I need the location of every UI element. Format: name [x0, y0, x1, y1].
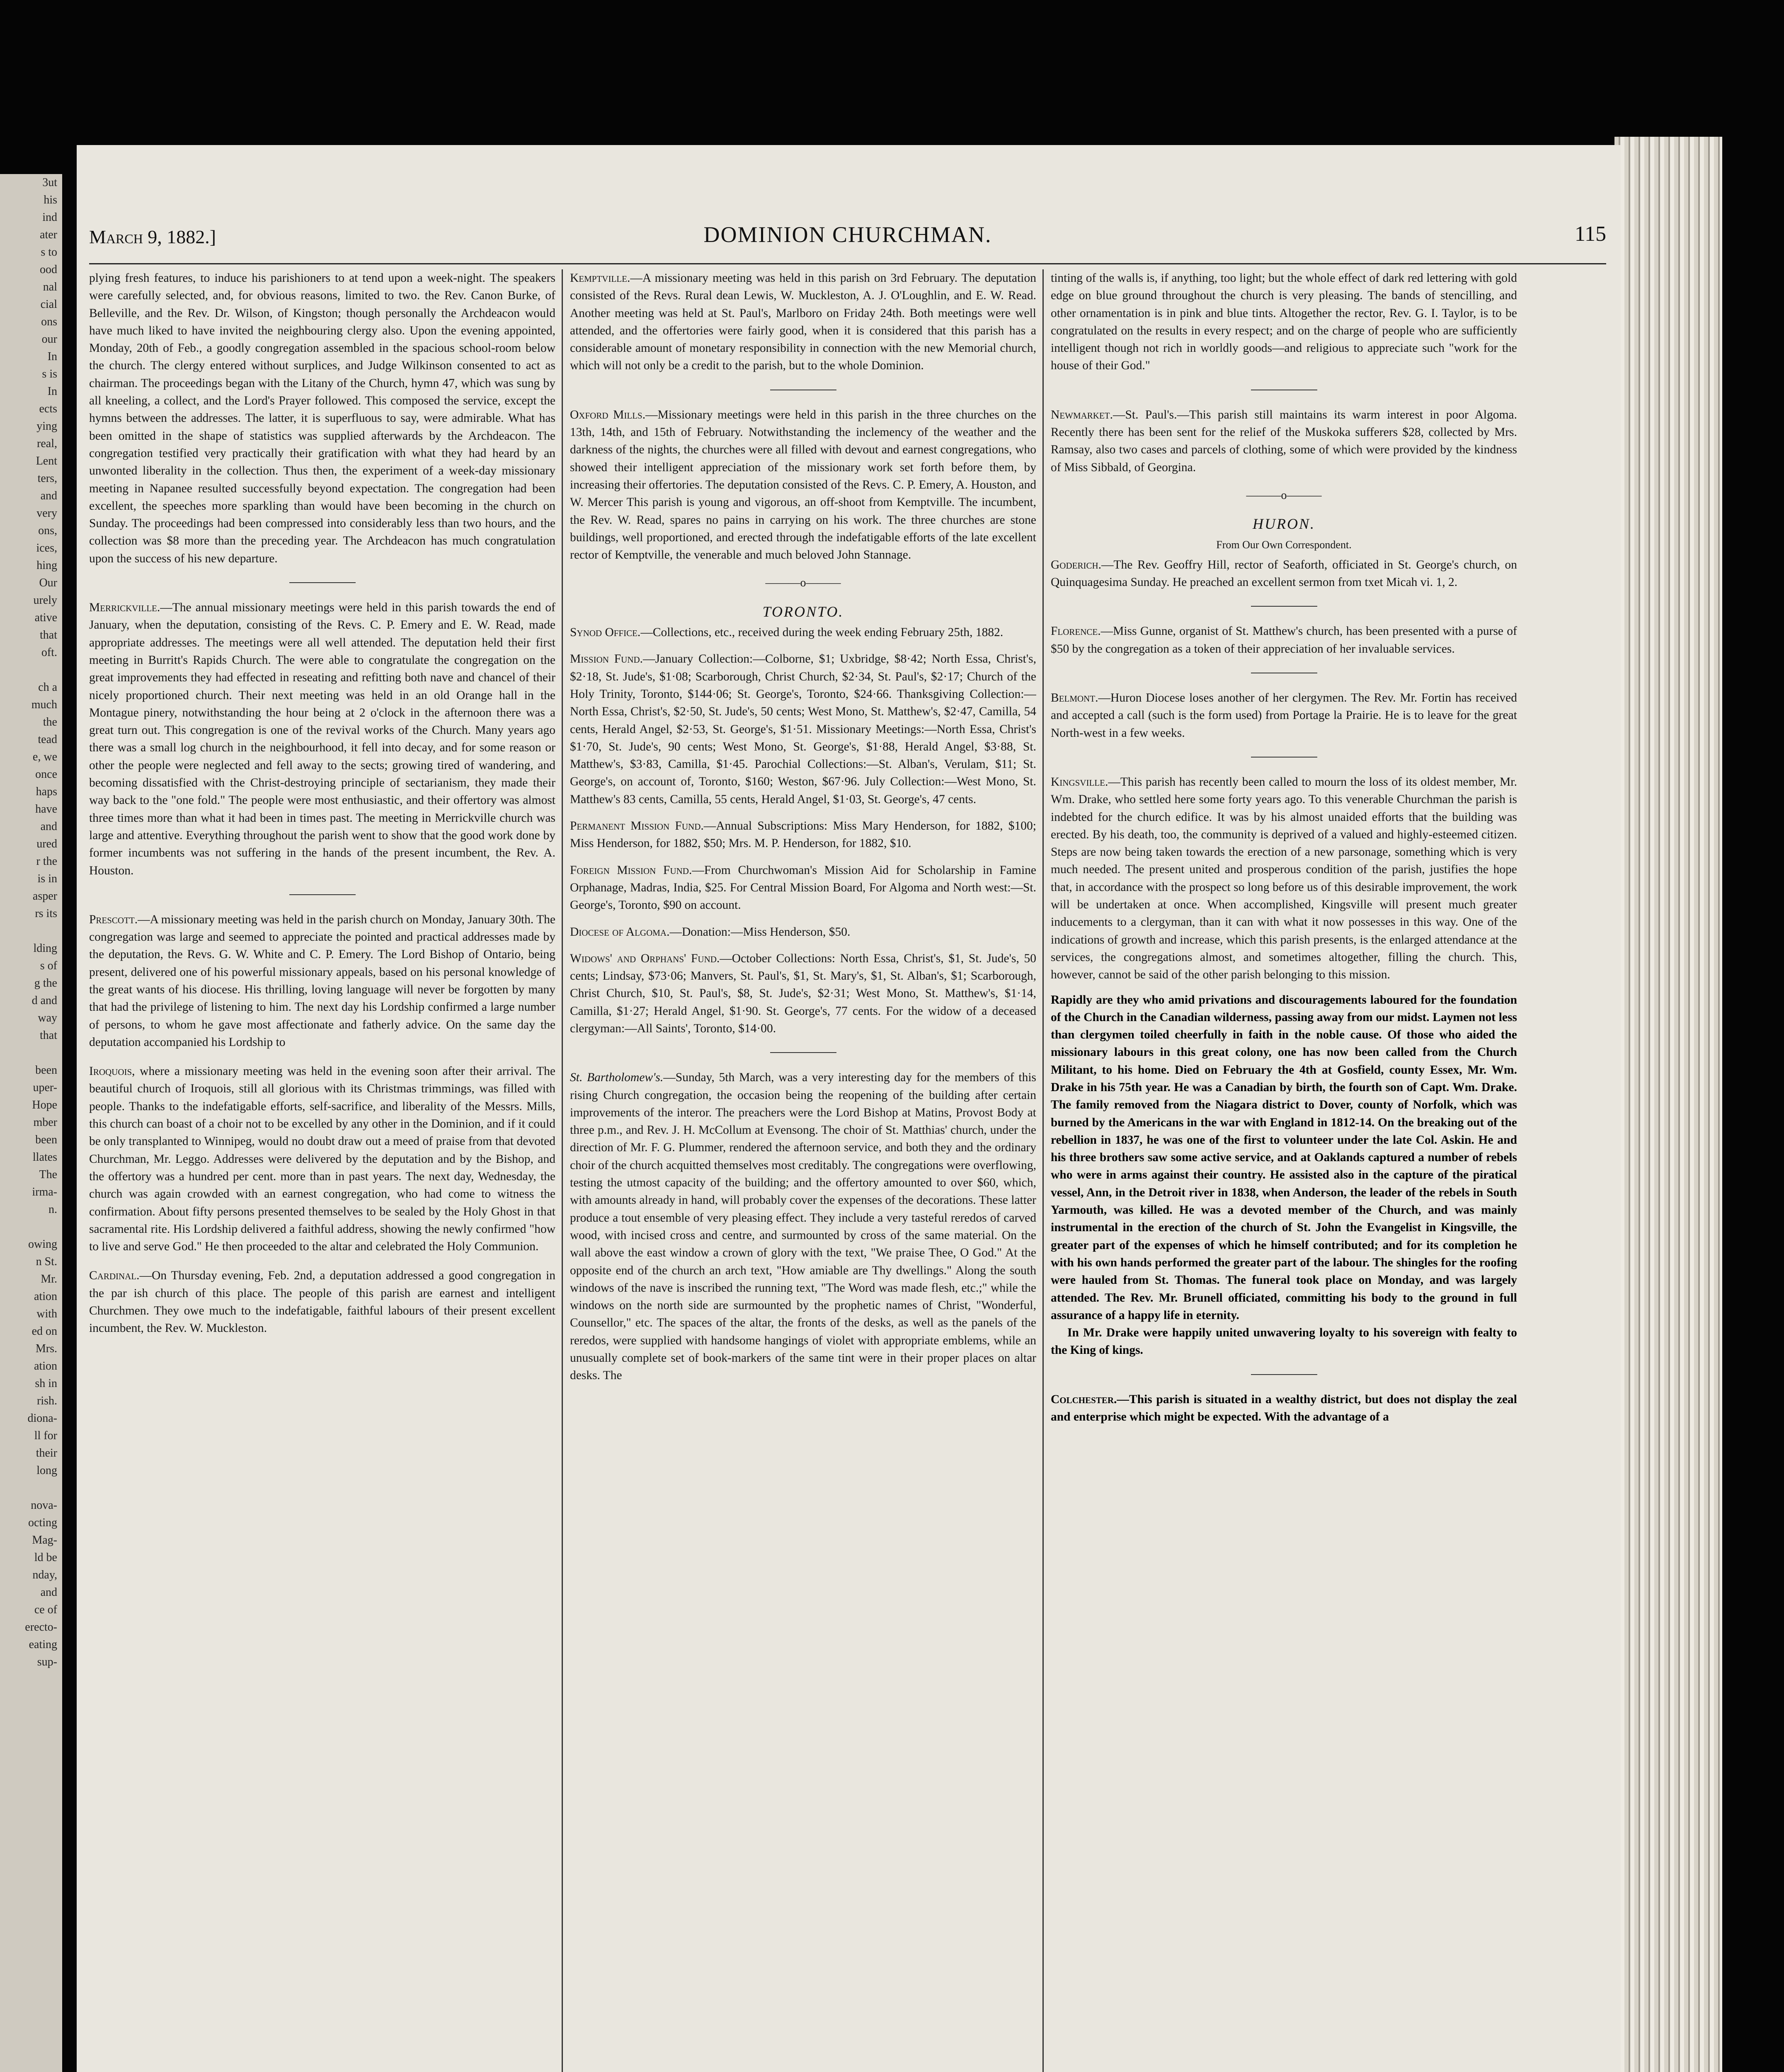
article-heading: Widows' and Orphans' Fund. — [570, 951, 720, 965]
adjacent-page-fragment: nova- — [31, 1499, 57, 1512]
adjacent-page-fragment: once — [35, 768, 57, 781]
article-heading: St. Bartholomew's. — [570, 1071, 664, 1084]
article-heading: Prescott. — [89, 913, 138, 926]
article-heading: Foreign Mission Fund. — [570, 863, 692, 877]
correspondent-line: From Our Own Correspondent. — [1216, 538, 1352, 551]
adjacent-page-fragment: eating — [29, 1638, 57, 1651]
adjacent-page-fragment: rs its — [35, 907, 57, 920]
adjacent-page-fragment: that — [40, 629, 57, 641]
article-heading: Oxford Mills. — [570, 408, 646, 421]
section-divider — [289, 582, 356, 583]
adjacent-page-fragment: and — [40, 820, 57, 833]
article-body: —This parish is situated in a wealthy district, but does not display the zeal and enterprise which might be expected. With the advantage of a — [1051, 1392, 1517, 1424]
issue-date: March 9, 1882.] — [89, 226, 216, 247]
article-prescott — [89, 911, 555, 1051]
adjacent-page-fragment: ons, — [38, 524, 57, 537]
article-body: —The Rev. Geoffry Hill, rector of Seaforth, officiated in St. George's church, on Quinquagesima Sunday. He preached an excellent sermon from txet Micah vi. 1, 2. — [1051, 558, 1517, 589]
adjacent-page-fragment: 3ut — [42, 176, 57, 189]
page-number: 115 — [1574, 222, 1606, 246]
diocese-heading-toronto: TORONTO. — [762, 603, 844, 620]
article-st-bartholomews-continued: tinting of the walls is, if anything, too light; but the whole effect of dark red lettering with gold edge on blue ground throughout the church is very pleasing. The bands of stencilling, and other ornamentation is in pink and blue tints. Altogether the rector, Rev. G. I. Taylor, is to be congratulated on the results in every respect; and on the charge of people who are sufficiently intelligent though not rich in worldly goods—and religious to appreciate such "work for the house of their God." — [1051, 271, 1517, 373]
adjacent-page-fragment: and — [40, 1586, 57, 1599]
adjacent-page-fragment: ters, — [37, 472, 57, 485]
column-2 — [570, 269, 1036, 2072]
article-heading: Diocese of Algoma. — [570, 925, 670, 939]
article-body: —Sunday, 5th March, was a very interesting day for the members of this rising Church congregation, the occasion being the reopening of the building after certain improvements of the interor. The preachers were the Lord Bishop at Matins, Provost Body at three p.m., and Rev. J. H. McCollum at Evensong. The choir of St. Matthias' church, under the direction of Mr. F. G. Plummer, rendered the afternoon service, and both they and the ordinary choir of the church acquitted themselves most creditably. The congregations were overflowing, testing the utmost capacity of the building; and the offertory amounted to over $60, which, with amounts already in hand, will probably cover the expenses of the decorations. These latter produce a tout ensemble of very pleasing effect. They include a very tasteful reredos of carved wood, with incised cross and centre, and surmounted by cross of the same material. On the wall above the east window a crown of glory with the text, "We praise Thee, O God." At the opposite end of the church an arch text, "How amiable are Thy dwellings." Along the south windows of the nave is inscribed the running text, "The Word was made flesh, etc.;" while the windows on the north side are surmounted by the prophetic names of Christ, "Wonderful, Counsellor," etc. The spaces of the altar, the fronts of the desks, as well as the panels of the reredos, were supplied with handsome hangings of violet with appropriate emblems, while an unusually complete set of book-markers of the same tint were in their proper places on altar desks. The — [570, 1071, 1036, 1382]
article-oxford-mills — [570, 406, 1036, 564]
adjacent-page-fragment: Mr. — [41, 1273, 57, 1285]
article-body: —January Collection:—Colborne, $1; Uxbridge, $8·42; North Essa, Christ's, $2·18, St. Jude's, $1·08; Scarborough, Christ Church, $2·34, St. Paul's, $2·17; Church of the Holy Trinity, Toronto, $144·06; St. George's, Toronto, $24·66. Thanksgiving Collection:—North Essa, Christ's, $2·50, St. Jude's, 50 cents; West Mono, St. Matthew's, $2·47, Camilla, 54 cents, Herald Angel, $2·53, St. George's, $1·51. Missionary Meetings:—North Essa, Christ's $1·70, St. Jude's, 90 cents; West Mono, St. George's, $1·88, Herald Angel, $3·88, St. Matthew's, $3·83, Camilla, $1·45. Parochial Collections:—St. Alban's, Verulam, $11; St. George's, on account of, Toronto, $160; Weston, $67·96. July Collection:—West Mono, St. Matthew's 83 cents, Camilla, 55 cents, Herald Angel, $1·03, St. George's, 47 cents. — [570, 652, 1036, 806]
article-body: —From Churchwoman's Mission Aid for Scholarship in Famine Orphanage, Madras, India, $25. For Central Mission Board, For Algoma and North west:—St. George's, Toronto, $90 on account. — [570, 863, 1036, 912]
adjacent-page-fragment: is in — [37, 872, 57, 885]
section-divider — [1251, 606, 1317, 607]
adjacent-page-fragment: ices, — [36, 542, 57, 554]
adjacent-page-fragment: long — [36, 1464, 57, 1477]
adjacent-page-fragment: ind — [42, 211, 57, 224]
adjacent-page-fragment: Hope — [32, 1099, 57, 1111]
adjacent-page-fragment: much — [31, 698, 57, 711]
article-body: —On Thursday evening, Feb. 2nd, a deputation addressed a good congregation in the par ish church of this place. The people of this parish are earnest and intelligent Churchmen. They owe much to the indefatigable, faithful labours of their present excellent incumbent, the Rev. W. Muckleston. — [89, 1269, 555, 1335]
article-body: —The annual missionary meetings were held in this parish towards the end of January, when the deputation, consisting of the Revs. C. P. Emery and E. W. Read, made appropriate addresses. The meetings were all well attended. The deputation held their first meeting in Burritt's Rapids Church. The were able to congratulate the congregation on the great improvements they had effected in reseating and refitting both nave and chancel of their nicely proportioned church. Their next meeting was held in an old Orange hall in the Montague pinery, notwithstanding the hour being at 2 o'clock in the afternoon there was a great turn out. This congregation is one of the revival works of the Church. Many years ago there was a small log church in the neighbourhood, it fell into decay, and for some reason or other the people were neglected and fell away to the sects; growing tired of wandering, and becoming dissatisfied with the Christ-destroying principle of sectarianism, they made their way back to the "one fold." The people were most enthusiastic, and their offertory was almost three times more than what it had been in times past. The meeting in Merrickville church was large and attentive. Everything throughout the parish went to show that the good work done by former incumbents was not suffering in the hands of the present incumbent, the Rev. A. Houston. — [89, 601, 555, 877]
obituary-drake: Rapidly are they who amid privations and discouragements laboured for the foundation of the Church in the Canadian wilderness, passing away from our midst. Laymen not less than clergymen toiled cheerfully in faith in the noble cause. Of those who aided the missionary labours in this great colony, one has now been called from the Church Militant, to his home. Died on February the 4th at Gosfield, county Essex, Mr. Wm. Drake in his 75th year. He was a Canadian by birth, the fourth son of Capt. Wm. Drake. The family removed from the Niagara district to Dover, county of Norfolk, which was burned by the Americans in the war with England in 1812-14. On the breaking out of the rebellion in 1837, he was one of the first to volunteer under the late Col. Askin. He and his three brothers saw some active service, and at Oaklands captured a number of rebels who were in arms against their country. He assisted also in the capture of the piratical vessel, Ann, in the Detroit river in 1838, when Anderson, the leader of the rebels in South Yarmouth, was killed. He was a devoted member of the Church, and was mainly instrumental in the erection of the church of St. John the Evangelist in Kingsville, the greater part of the expenses of which he himself contributed; and for its completion he with his own hands performed the greater part of the labour. The shingles for the roofing were hauled from St. Thomas. The funeral took place on Monday, and was largely attended. The Rev. Mr. Brunell officiated, committing his body to the ground in full assurance of a happy life in eternity. — [1051, 993, 1517, 1322]
article-body: —Donation:—Miss Henderson, $50. — [669, 925, 851, 939]
article-body: where a missionary meeting was held in the evening soon after their arrival. The beautiful church of Iroquois, still all glorious with its Christmas trimmings, was filled with people. Thanks to the indefatigable efforts, self-sacrifice, and liberality of the Messrs. Mills, this church can boast of a choir not to be excelled by any other in the Dominion, and if it could be only transplanted to Winnipeg, would no doubt draw out a meed of praise from that devoted Churchman, Mr. Leggo. Addresses were delivered by the deputation and by the Bishop, and the offertory was a hundred per cent. more than in past years. The next day, Wednesday, the church was again crowded with an earnest congregation, who had come to witness the confirmation. About fifty persons presented themselves to be sealed by the Holy Ghost in that sacramental rite. His Lordship delivered a faithful address, showing the newly confirmed "how to live and serve God." He then proceeded to the altar and celebrated the Holy Communion. — [89, 1065, 555, 1254]
article-foreign-mission-fund — [570, 862, 1036, 914]
adjacent-page-fragment: cial — [40, 298, 57, 311]
adjacent-page-fragment: nal — [43, 281, 57, 293]
adjacent-page-fragment — [0, 1479, 62, 1497]
article-heading: Belmont. — [1051, 691, 1098, 705]
article-diocese-algoma — [570, 923, 1036, 941]
page-header — [89, 222, 1606, 255]
adjacent-page-fragment: Our — [39, 576, 57, 589]
adjacent-page-fragment: with — [36, 1307, 57, 1320]
adjacent-page-fragment: ood — [40, 263, 57, 276]
adjacent-page-fragment: asper — [32, 890, 57, 903]
article-heading: Kemptville. — [570, 271, 630, 285]
adjacent-page-fragment: The — [39, 1168, 57, 1181]
adjacent-page-fragment: that — [40, 1029, 57, 1042]
adjacent-page-fragment: uper- — [33, 1081, 57, 1094]
adjacent-page-fragment — [0, 1218, 62, 1236]
adjacent-page-fragment: real, — [37, 437, 57, 450]
article-heading: Iroquois, — [89, 1065, 135, 1078]
adjacent-page-fragment: In — [47, 350, 57, 363]
article-body: —A missionary meeting was held in this parish on 3rd February. The deputation consisted of the Revs. Rural dean Lewis, W. Muckleston, A. J. O'Loughlin, and E. W. Read. Another meeting was held at St. Paul's, Marlboro on Friday 24th. Both meetings were well attended, and the offertories were fairly good, when it is considered that this parish has a considerable amount of monetary responsibility in connection with the new Memorial church, which will not only be a credit to the parish, but to the whole Dominion. — [570, 271, 1036, 373]
article-body: —Annual Subscriptions: Miss Mary Henderson, for 1882, $100; Miss Henderson, for 1882, $50; Mrs. M. P. Henderson, for 1882, $10. — [570, 819, 1036, 850]
section-ornament: ———o——— — [765, 576, 841, 590]
article-body: —A missionary meeting was held in the parish church on Monday, January 30th. The congregation was large and seemed to appreciate the pointed and practical addresses made by the deputation, the Revs. G. W. White and C. P. Emery. The Lord Bishop of Ontario, being present, delivered one of his powerful missionary appeals, based on his personal knowledge of the great wants of his diocese. His thrilling, loving language will never be forgotten by many that had the privilege of listening to him. The next day his Lordship confirmed a large number of persons, to whom he gave most affectionate and fatherly advice. On the same day the deputation accompanied his Lordship to — [89, 913, 555, 1049]
article-heading: Mission Fund. — [570, 652, 643, 666]
adjacent-page-fragment: lding — [33, 942, 57, 955]
adjacent-page-fragment: ld be — [34, 1551, 57, 1564]
section-divider — [1251, 757, 1317, 758]
column-rule — [1042, 269, 1044, 2072]
article-florence — [1051, 622, 1517, 658]
article-cardinal — [89, 1267, 555, 1337]
article-body: —October Collections: North Essa, Christ's, $1, St. Jude's, 50 cents; Lindsay, $73·06; Manvers, St. Paul's, $1, St. Mary's, $1, St. Alban's, $1; Scarborough, Christ Church, $10, St. Paul's, $8, St. Jude's, $2·31; West Mono, St. Matthew's, $1·14, Camilla, $1·27; Herald Angel, $1·90. St. George's, 77 cents. For the widow of a deceased clergyman:—All Saints', Toronto, $14·00. — [570, 951, 1036, 1035]
column-3 — [1051, 269, 1517, 2072]
adjacent-page-fragment: In — [47, 385, 57, 398]
article-synod-office — [570, 624, 1036, 641]
article-body: —Collections, etc., received during the week ending February 25th, 1882. — [640, 626, 1004, 639]
adjacent-page-fragment: tead — [38, 733, 57, 746]
adjacent-page-fragment: irma- — [32, 1186, 57, 1198]
adjacent-page-fragment: diona- — [27, 1412, 57, 1425]
article-napanee-continued: plying fresh features, to induce his parishioners to at tend upon a week-night. The speakers were carefully selected, and, for obvious reasons, limited to two. the Rev. Canon Burke, of Belleville, and the Rev. Dr. Wilson, of Kingston; though personally the Archdeacon would have much liked to have invited the neighbouring clergy also. Upon the evening appointed, Monday, 20th of Feb., a goodly congregation assembled in the spacious school-room below the church. The clergy entered without surplices, and Judge Wilkinson consented to act as chairman. The proceedings began with the Litany of the Church, hymn 47, which was sung by all kneeling, a collect, and the Lord's Prayer followed. This composed the service, except the hymns between the addresses. The latter, it is superfluous to say, were admirable. What has been omitted in the shape of statistics was supplied afterwards by the Archdeacon. The congregation testified very practically their gratification with what they had heard by an unwonted liberality in the collection. Thus then, the experiment of a week-day missionary meeting in Napanee resulted successfully beyond expectation. The congregation had been excellent, the speeches more sparkling than would have been becoming in the church on Sunday. The proceedings had been compressed into considerably less than two hours, and the collection was $8 more than the preceding year. The Archdeacon has much congratulation upon the success of his new departure. — [89, 271, 555, 565]
section-divider — [289, 894, 356, 895]
adjacent-page-fragment: their — [36, 1447, 57, 1460]
adjacent-page-fragment: s is — [42, 368, 57, 380]
article-heading: Kingsville. — [1051, 775, 1108, 789]
adjacent-page-fragment: have — [35, 803, 57, 816]
article-kingsville — [1051, 773, 1517, 984]
adjacent-page-fragment: the — [43, 716, 57, 729]
adjacent-page-fragment: and — [40, 489, 57, 502]
adjacent-page-fragment: ed on — [32, 1325, 57, 1338]
article-heading: Cardinal. — [89, 1269, 140, 1283]
obituary-closing: In Mr. Drake were happily united unwavering loyalty to his sovereign with fealty to the King of kings. — [1051, 1326, 1517, 1357]
adjacent-page-fragment: ater — [40, 228, 57, 241]
adjacent-page-fragment: ation — [34, 1360, 57, 1372]
adjacent-page-fragment: sh in — [35, 1377, 57, 1390]
adjacent-page-fragment: ation — [34, 1290, 57, 1303]
adjacent-page-fragment: d and — [32, 994, 57, 1007]
adjacent-page-fragment: erecto- — [25, 1621, 57, 1634]
adjacent-page-fragment: s to — [41, 246, 57, 259]
adjacent-page-fragment: way — [38, 1012, 57, 1024]
article-heading: Permanent Mission Fund. — [570, 819, 704, 833]
adjacent-page-fragment: rish. — [37, 1394, 57, 1407]
adjacent-page-fragment: ects — [39, 402, 57, 415]
article-body: —Missionary meetings were held in this parish in the three churches on the 13th, 14th, and 15th of February. Notwithstanding the inclemency of the weather and the darkness of the nights, the churches were all filled with devout and earnest congregations, who showed their intelligent appreciation of the missionary work set forth before them, by increasing their offertories. The deputation consisted of the Revs. C. P. Emery, A. Houston, and W. Mercer This parish is young and vigorous, an off-shoot from Kemptville. The incumbent, the Rev. W. Read, spares no pains in carrying on his work. The three churches are stone buildings, well proportioned, and erected through the indefatigable efforts of the late excellent rector of Kemptville, the venerable and much beloved John Stannage. — [570, 408, 1036, 562]
adjacent-page-fragment: urely — [33, 594, 57, 607]
adjacent-page-fragment: been — [35, 1064, 57, 1077]
adjacent-page-fragment: e, we — [32, 750, 57, 763]
article-st-bartholomews — [570, 1069, 1036, 1384]
adjacent-page-fragment: ce of — [34, 1603, 57, 1616]
adjacent-page-fragment: r the — [36, 855, 57, 868]
newspaper-page — [77, 145, 1621, 2072]
adjacent-page-fragment: g the — [34, 977, 57, 990]
adjacent-page-fragment: haps — [36, 785, 57, 798]
article-belmont — [1051, 689, 1517, 742]
adjacent-page-fragment — [0, 922, 62, 940]
article-heading: Merrickville. — [89, 601, 160, 615]
adjacent-page-fragment: oft. — [41, 646, 57, 659]
adjacent-page-fragment: owing — [28, 1238, 57, 1251]
adjacent-page-fragment — [0, 661, 62, 679]
article-heading: Colchester. — [1051, 1392, 1117, 1406]
adjacent-page-fragment: ons — [41, 315, 57, 328]
adjacent-page-fragment: mber — [33, 1116, 57, 1129]
article-widows-orphans-fund — [570, 950, 1036, 1037]
article-body: —Miss Gunne, organist of St. Matthew's church, has been presented with a purse of $50 by the congregation as a token of their appreciation of her invaluable services. — [1051, 625, 1517, 656]
diocese-heading-huron: HURON. — [1253, 516, 1315, 533]
adjacent-page-fragment: nday, — [32, 1569, 57, 1581]
adjacent-page-fragment: Mag- — [32, 1534, 57, 1547]
adjacent-page-fragment: Lent — [36, 455, 57, 467]
adjacent-page-fragment: n St. — [36, 1255, 57, 1268]
article-iroquois — [89, 1063, 555, 1255]
article-heading: Synod Office. — [570, 626, 641, 639]
adjacent-page-fragment: octing — [28, 1516, 57, 1529]
adjacent-page-fragment: hing — [36, 559, 57, 572]
book-page-stack — [1614, 137, 1722, 2072]
masthead-title: DOMINION CHURCHMAN. — [703, 222, 992, 247]
adjacent-page-fragment: llates — [32, 1151, 57, 1164]
adjacent-page-fragment: n. — [48, 1203, 57, 1216]
adjacent-page-fragment: ying — [36, 420, 57, 433]
adjacent-page-fragment: ll for — [34, 1429, 57, 1442]
adjacent-page-fragment: very — [36, 507, 57, 520]
adjacent-page-fragment: Mrs. — [35, 1342, 57, 1355]
article-mission-fund — [570, 650, 1036, 808]
adjacent-page-fragment: ch a — [38, 681, 57, 694]
article-merrickville — [89, 599, 555, 879]
article-body: —St. Paul's.—This parish still maintains its warm interest in poor Algoma. Recently there has been sent for the relief of the Muskoka sufferers $28, collected by Mrs. Ramsay, also two cases and parcels of clothing, some of which were provided by the kindness of Miss Sibbald, of Georgina. — [1051, 408, 1517, 474]
article-kemptville — [570, 269, 1036, 375]
article-body: —Huron Diocese loses another of her clergymen. The Rev. Mr. Fortin has received and accepted a call (such is the form used) from Portage la Prairie. He is to leave for the great North-west in a few weeks. — [1051, 691, 1517, 740]
adjacent-page-edge — [0, 174, 62, 2072]
column-rule — [562, 269, 563, 2072]
adjacent-page-fragment: ative — [34, 611, 57, 624]
section-divider — [1251, 1374, 1317, 1375]
adjacent-page-fragment: ured — [36, 838, 57, 850]
article-newmarket — [1051, 406, 1517, 476]
adjacent-page-fragment — [0, 1044, 62, 1062]
article-heading: Florence. — [1051, 625, 1101, 638]
article-permanent-mission-fund — [570, 817, 1036, 852]
article-goderich — [1051, 556, 1517, 591]
section-ornament: ———o——— — [1246, 489, 1322, 502]
column-1 — [89, 269, 555, 2072]
adjacent-page-fragment: s of — [40, 959, 57, 972]
article-colchester — [1051, 1391, 1517, 1426]
section-divider — [770, 1052, 836, 1053]
adjacent-page-fragment: sup- — [37, 1656, 57, 1668]
adjacent-page-fragment: his — [44, 194, 57, 206]
header-rule — [89, 263, 1606, 264]
article-body: —This parish has recently been called to mourn the loss of its oldest member, Mr. Wm. Drake, who settled here some forty years ago. To this venerable Churchman the parish is indebted for the church edifice. It was by his almost unaided efforts that the building was erected. By his death, too, the community is deprived of a valued and highly-esteemed citizen. Steps are now being taken towards the erection of a new parsonage, something which is very much needed. The present united and prosperous condition of the parish, justifies the hope that, in accordance with the prospect so long before us of this desirable improvement, the work will be undertaken at once. When accomplished, Kingsville will present much greater inducements to a clergyman, than it can with what it now possesses in this way. One of the indications of growth and increase, which this parish presents, is the enlarged attendance at the services, the congregations almost, and sometimes altogether, filling the church. This, however, cannot be said of the other parish belonging to this mission. — [1051, 775, 1517, 982]
article-heading: Newmarket. — [1051, 408, 1113, 421]
adjacent-page-fragment: our — [41, 333, 57, 346]
adjacent-page-fragment: been — [35, 1133, 57, 1146]
article-heading: Goderich. — [1051, 558, 1102, 571]
